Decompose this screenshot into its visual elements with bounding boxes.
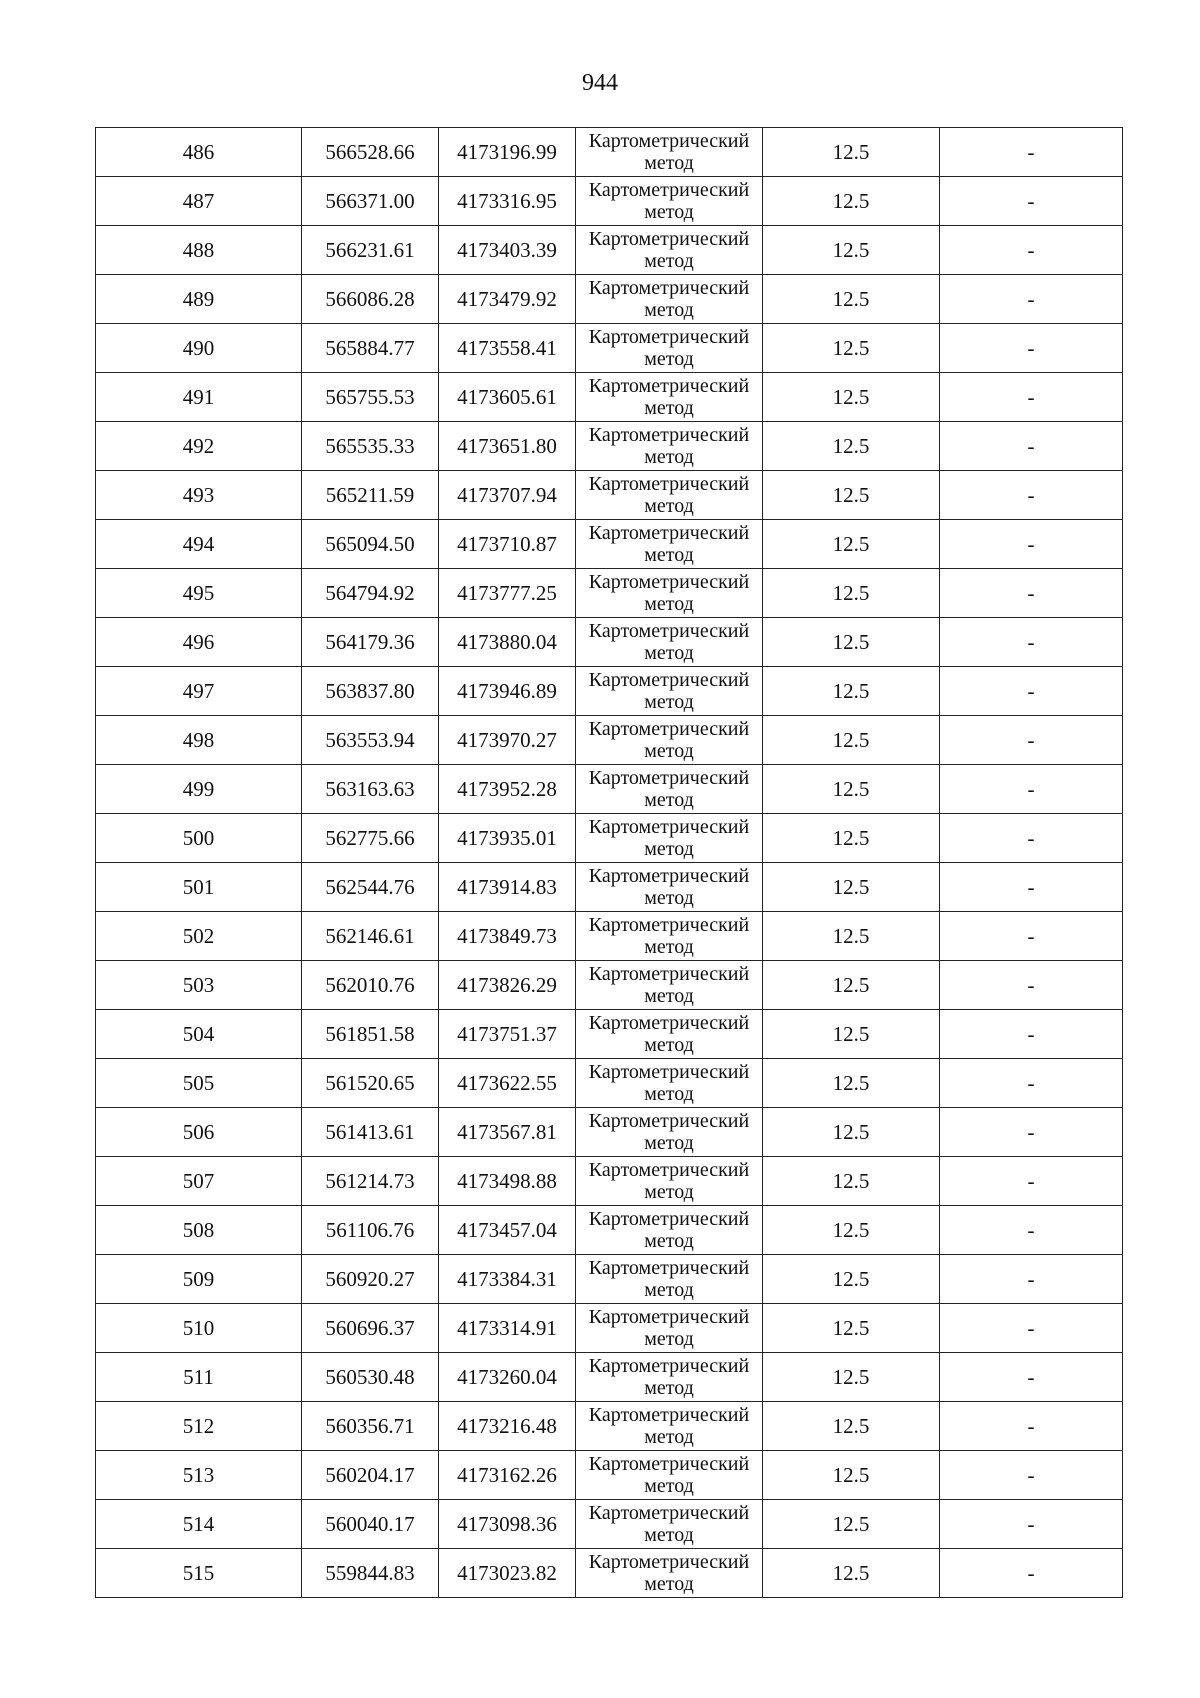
table-row [96,1304,1123,1353]
note-cell: - [940,912,1123,961]
note-cell: - [940,1157,1123,1206]
method-cell [576,863,763,912]
accuracy-cell: 12.5 [763,275,940,324]
accuracy-cell: 12.5 [763,961,940,1010]
method-cell [576,667,763,716]
point-number-cell: 491 [96,373,302,422]
note-cell: - [940,618,1123,667]
y-coordinate-cell: 4173970.27 [439,716,576,765]
point-number-cell: 500 [96,814,302,863]
method-cell [576,1108,763,1157]
method-cell [576,1255,763,1304]
point-number-cell: 502 [96,912,302,961]
table-row [96,422,1123,471]
method-line-2: метод [644,1132,694,1154]
method-line-1: Картометрический [588,1404,750,1426]
method-line-2: метод [644,691,694,713]
x-coordinate-cell: 560696.37 [302,1304,439,1353]
table-row [96,275,1123,324]
method-line-2: метод [644,495,694,517]
table-row [96,667,1123,716]
method-line-1: Картометрический [588,179,750,201]
note-cell: - [940,1255,1123,1304]
accuracy-cell: 12.5 [763,1304,940,1353]
method-line-2: метод [644,985,694,1007]
method-line-1: Картометрический [588,1208,750,1230]
x-coordinate-cell: 560920.27 [302,1255,439,1304]
x-coordinate-cell: 560040.17 [302,1500,439,1549]
table-row [96,324,1123,373]
method-line-2: метод [644,1573,694,1595]
y-coordinate-cell: 4173914.83 [439,863,576,912]
point-number-cell: 509 [96,1255,302,1304]
method-cell [576,1304,763,1353]
x-coordinate-cell: 565755.53 [302,373,439,422]
point-number-cell: 492 [96,422,302,471]
note-cell: - [940,1353,1123,1402]
method-line-1: Картометрический [588,1355,750,1377]
note-cell: - [940,275,1123,324]
method-cell [576,1549,763,1598]
y-coordinate-cell: 4173196.99 [439,128,576,177]
accuracy-cell: 12.5 [763,1206,940,1255]
method-line-1: Картометрический [588,424,750,446]
accuracy-cell: 12.5 [763,1402,940,1451]
y-coordinate-cell: 4173260.04 [439,1353,576,1402]
x-coordinate-cell: 563553.94 [302,716,439,765]
y-coordinate-cell: 4173023.82 [439,1549,576,1598]
method-line-2: метод [644,1475,694,1497]
method-line-1: Картометрический [588,816,750,838]
method-cell [576,814,763,863]
method-line-2: метод [644,446,694,468]
accuracy-cell: 12.5 [763,618,940,667]
method-line-1: Картометрический [588,571,750,593]
table-row [96,1500,1123,1549]
table-row [96,912,1123,961]
method-line-1: Картометрический [588,473,750,495]
page-number: 944 [582,70,618,96]
method-line-1: Картометрический [588,669,750,691]
method-cell [576,1206,763,1255]
table-row [96,1255,1123,1304]
x-coordinate-cell: 561851.58 [302,1010,439,1059]
accuracy-cell: 12.5 [763,716,940,765]
point-number-cell: 512 [96,1402,302,1451]
method-cell [576,961,763,1010]
x-coordinate-cell: 565211.59 [302,471,439,520]
method-line-1: Картометрический [588,718,750,740]
x-coordinate-cell: 563163.63 [302,765,439,814]
accuracy-cell: 12.5 [763,569,940,618]
method-line-2: метод [644,936,694,958]
note-cell: - [940,1059,1123,1108]
table-row [96,471,1123,520]
note-cell: - [940,1010,1123,1059]
point-number-cell: 510 [96,1304,302,1353]
method-line-2: метод [644,593,694,615]
method-line-2: метод [644,250,694,272]
y-coordinate-cell: 4173952.28 [439,765,576,814]
y-coordinate-cell: 4173558.41 [439,324,576,373]
note-cell: - [940,128,1123,177]
point-number-cell: 503 [96,961,302,1010]
method-line-1: Картометрический [588,375,750,397]
table-row [96,1549,1123,1598]
method-line-1: Картометрический [588,1502,750,1524]
accuracy-cell: 12.5 [763,1500,940,1549]
point-number-cell: 498 [96,716,302,765]
point-number-cell: 488 [96,226,302,275]
x-coordinate-cell: 561214.73 [302,1157,439,1206]
accuracy-cell: 12.5 [763,128,940,177]
method-line-2: метод [644,642,694,664]
coordinates-table [95,127,1123,1598]
table-row [96,373,1123,422]
point-number-cell: 508 [96,1206,302,1255]
method-line-1: Картометрический [588,1306,750,1328]
method-line-1: Картометрический [588,1012,750,1034]
table-row [96,177,1123,226]
table-row [96,618,1123,667]
note-cell: - [940,1500,1123,1549]
point-number-cell: 514 [96,1500,302,1549]
point-number-cell: 497 [96,667,302,716]
point-number-cell: 504 [96,1010,302,1059]
method-cell [576,324,763,373]
accuracy-cell: 12.5 [763,226,940,275]
table-row [96,1402,1123,1451]
note-cell: - [940,226,1123,275]
note-cell: - [940,1402,1123,1451]
method-line-1: Картометрический [588,620,750,642]
point-number-cell: 513 [96,1451,302,1500]
x-coordinate-cell: 560356.71 [302,1402,439,1451]
method-cell [576,226,763,275]
method-line-1: Картометрический [588,130,750,152]
point-number-cell: 501 [96,863,302,912]
table-row [96,1108,1123,1157]
x-coordinate-cell: 565094.50 [302,520,439,569]
accuracy-cell: 12.5 [763,373,940,422]
method-cell [576,1500,763,1549]
x-coordinate-cell: 565884.77 [302,324,439,373]
y-coordinate-cell: 4173162.26 [439,1451,576,1500]
y-coordinate-cell: 4173880.04 [439,618,576,667]
y-coordinate-cell: 4173946.89 [439,667,576,716]
accuracy-cell: 12.5 [763,1157,940,1206]
method-line-2: метод [644,1034,694,1056]
point-number-cell: 494 [96,520,302,569]
accuracy-cell: 12.5 [763,1010,940,1059]
note-cell: - [940,961,1123,1010]
method-cell [576,177,763,226]
y-coordinate-cell: 4173316.95 [439,177,576,226]
method-cell [576,422,763,471]
method-line-2: метод [644,1083,694,1105]
accuracy-cell: 12.5 [763,667,940,716]
method-line-2: метод [644,1230,694,1252]
x-coordinate-cell: 564179.36 [302,618,439,667]
method-line-2: метод [644,397,694,419]
point-number-cell: 506 [96,1108,302,1157]
accuracy-cell: 12.5 [763,177,940,226]
x-coordinate-cell: 562544.76 [302,863,439,912]
y-coordinate-cell: 4173403.39 [439,226,576,275]
point-number-cell: 487 [96,177,302,226]
method-line-1: Картометрический [588,522,750,544]
accuracy-cell: 12.5 [763,1255,940,1304]
accuracy-cell: 12.5 [763,814,940,863]
method-line-1: Картометрический [588,865,750,887]
accuracy-cell: 12.5 [763,863,940,912]
x-coordinate-cell: 560204.17 [302,1451,439,1500]
x-coordinate-cell: 562775.66 [302,814,439,863]
method-line-2: метод [644,544,694,566]
x-coordinate-cell: 562010.76 [302,961,439,1010]
table-row [96,1157,1123,1206]
method-line-2: метод [644,887,694,909]
y-coordinate-cell: 4173849.73 [439,912,576,961]
method-line-1: Картометрический [588,1061,750,1083]
table-row [96,961,1123,1010]
table-row [96,569,1123,618]
method-line-1: Картометрический [588,1257,750,1279]
method-line-1: Картометрический [588,326,750,348]
y-coordinate-cell: 4173314.91 [439,1304,576,1353]
point-number-cell: 505 [96,1059,302,1108]
note-cell: - [940,1108,1123,1157]
method-cell [576,716,763,765]
x-coordinate-cell: 561520.65 [302,1059,439,1108]
table-row [96,1353,1123,1402]
method-cell [576,1157,763,1206]
x-coordinate-cell: 566528.66 [302,128,439,177]
y-coordinate-cell: 4173567.81 [439,1108,576,1157]
method-line-2: метод [644,348,694,370]
method-line-1: Картометрический [588,1453,750,1475]
method-cell [576,520,763,569]
method-line-2: метод [644,1426,694,1448]
x-coordinate-cell: 563837.80 [302,667,439,716]
y-coordinate-cell: 4173216.48 [439,1402,576,1451]
method-line-1: Картометрический [588,1110,750,1132]
table-row [96,1059,1123,1108]
note-cell: - [940,814,1123,863]
note-cell: - [940,373,1123,422]
method-line-2: метод [644,740,694,762]
accuracy-cell: 12.5 [763,471,940,520]
note-cell: - [940,471,1123,520]
method-cell [576,275,763,324]
x-coordinate-cell: 561106.76 [302,1206,439,1255]
method-cell [576,912,763,961]
x-coordinate-cell: 565535.33 [302,422,439,471]
method-cell [576,1353,763,1402]
y-coordinate-cell: 4173457.04 [439,1206,576,1255]
method-cell [576,128,763,177]
table-row [96,1010,1123,1059]
accuracy-cell: 12.5 [763,422,940,471]
method-cell [576,765,763,814]
y-coordinate-cell: 4173605.61 [439,373,576,422]
point-number-cell: 490 [96,324,302,373]
coordinates-table-body [96,128,1123,1598]
note-cell: - [940,569,1123,618]
note-cell: - [940,422,1123,471]
method-cell [576,1402,763,1451]
method-line-1: Картометрический [588,963,750,985]
note-cell: - [940,1549,1123,1598]
point-number-cell: 489 [96,275,302,324]
method-line-1: Картометрический [588,1551,750,1573]
method-line-2: метод [644,299,694,321]
table-row [96,128,1123,177]
note-cell: - [940,716,1123,765]
note-cell: - [940,765,1123,814]
y-coordinate-cell: 4173751.37 [439,1010,576,1059]
method-line-2: метод [644,1377,694,1399]
table-row [96,520,1123,569]
y-coordinate-cell: 4173710.87 [439,520,576,569]
table-row [96,226,1123,275]
method-line-1: Картометрический [588,914,750,936]
point-number-cell: 495 [96,569,302,618]
accuracy-cell: 12.5 [763,1451,940,1500]
note-cell: - [940,520,1123,569]
method-line-1: Картометрический [588,1159,750,1181]
accuracy-cell: 12.5 [763,1059,940,1108]
method-cell [576,1059,763,1108]
method-line-1: Картометрический [588,277,750,299]
note-cell: - [940,863,1123,912]
point-number-cell: 499 [96,765,302,814]
accuracy-cell: 12.5 [763,912,940,961]
method-line-2: метод [644,152,694,174]
accuracy-cell: 12.5 [763,1353,940,1402]
y-coordinate-cell: 4173098.36 [439,1500,576,1549]
method-cell [576,471,763,520]
method-cell [576,1010,763,1059]
accuracy-cell: 12.5 [763,324,940,373]
method-line-1: Картометрический [588,228,750,250]
point-number-cell: 493 [96,471,302,520]
x-coordinate-cell: 566371.00 [302,177,439,226]
y-coordinate-cell: 4173777.25 [439,569,576,618]
method-cell [576,569,763,618]
accuracy-cell: 12.5 [763,765,940,814]
note-cell: - [940,1206,1123,1255]
note-cell: - [940,177,1123,226]
y-coordinate-cell: 4173707.94 [439,471,576,520]
method-line-2: метод [644,1279,694,1301]
table-row [96,814,1123,863]
point-number-cell: 507 [96,1157,302,1206]
method-cell [576,618,763,667]
table-row [96,1206,1123,1255]
accuracy-cell: 12.5 [763,520,940,569]
note-cell: - [940,1304,1123,1353]
table-row [96,863,1123,912]
note-cell: - [940,1451,1123,1500]
accuracy-cell: 12.5 [763,1108,940,1157]
y-coordinate-cell: 4173479.92 [439,275,576,324]
note-cell: - [940,667,1123,716]
x-coordinate-cell: 566086.28 [302,275,439,324]
y-coordinate-cell: 4173826.29 [439,961,576,1010]
y-coordinate-cell: 4173622.55 [439,1059,576,1108]
point-number-cell: 515 [96,1549,302,1598]
method-line-1: Картометрический [588,767,750,789]
x-coordinate-cell: 560530.48 [302,1353,439,1402]
method-cell [576,1451,763,1500]
y-coordinate-cell: 4173384.31 [439,1255,576,1304]
x-coordinate-cell: 564794.92 [302,569,439,618]
y-coordinate-cell: 4173498.88 [439,1157,576,1206]
table-row [96,716,1123,765]
y-coordinate-cell: 4173651.80 [439,422,576,471]
method-line-2: метод [644,201,694,223]
accuracy-cell: 12.5 [763,1549,940,1598]
x-coordinate-cell: 566231.61 [302,226,439,275]
point-number-cell: 496 [96,618,302,667]
method-cell [576,373,763,422]
point-number-cell: 486 [96,128,302,177]
method-line-2: метод [644,1524,694,1546]
x-coordinate-cell: 561413.61 [302,1108,439,1157]
method-line-2: метод [644,1181,694,1203]
y-coordinate-cell: 4173935.01 [439,814,576,863]
note-cell: - [940,324,1123,373]
method-line-2: метод [644,838,694,860]
table-row [96,1451,1123,1500]
x-coordinate-cell: 559844.83 [302,1549,439,1598]
table-row [96,765,1123,814]
point-number-cell: 511 [96,1353,302,1402]
method-line-2: метод [644,789,694,811]
method-line-2: метод [644,1328,694,1350]
x-coordinate-cell: 562146.61 [302,912,439,961]
